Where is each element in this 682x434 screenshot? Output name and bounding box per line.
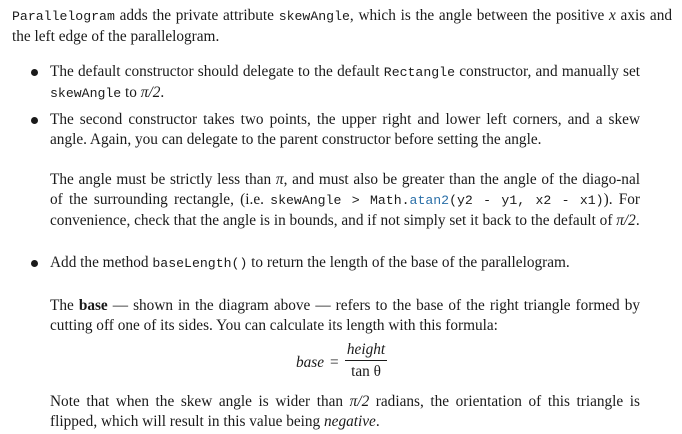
base-paragraph xyxy=(50,296,640,336)
formula-numerator: height xyxy=(346,341,386,358)
base-bold: base xyxy=(78,297,108,314)
bullet1-text-2: constructor, and manually set xyxy=(455,63,640,80)
angle-text-2: , and must also be greater than the angle of the diago-nal of the surrounding rectangle, (i.e. xyxy=(50,171,640,208)
bullet-3-text xyxy=(50,253,640,274)
angle-paragraph xyxy=(50,170,640,231)
angle-text-1: The angle must be strictly less than xyxy=(50,171,276,188)
intro-text-2: , which is the angle between the positive xyxy=(349,7,610,24)
base-length-code: baseLength() xyxy=(152,256,248,271)
class-name-code: Parallelogram xyxy=(12,9,115,24)
bullet3-text-2: to return the length of the base of the parallelogram. xyxy=(247,254,570,271)
note-paragraph xyxy=(50,392,640,432)
formula-fraction xyxy=(345,341,387,381)
negative-word: negative xyxy=(324,413,376,430)
angle-pi-half: π/2 xyxy=(616,212,636,229)
intro-text-3: axis and the left edge of the parallelogram. xyxy=(12,7,673,45)
bullet-1-dot xyxy=(31,69,38,76)
bullet-2-dot xyxy=(31,117,38,124)
formula-equals: = xyxy=(330,354,339,371)
base-formula xyxy=(296,341,416,385)
angle-code-2: (y2 - y1, x2 - x1) xyxy=(449,193,604,208)
angle-code-1: skewAngle > Math. xyxy=(270,193,410,208)
attr-name-code: skewAngle xyxy=(278,9,350,24)
x-variable: x xyxy=(609,7,616,24)
pi-half: π/2 xyxy=(140,84,161,101)
bullet-3-dot xyxy=(31,260,38,267)
bullet1-text-4: . xyxy=(160,84,165,101)
intro-text-1: adds the private attribute xyxy=(114,7,279,24)
base-text-1: The xyxy=(50,297,79,314)
note-text-2: radians, the orientation of this triangle is flipped, which will result in this value being xyxy=(50,393,640,430)
bullet-2-text: The second constructor takes two points, the upper right and lower left corners, and a skew angle. Again, you can delegate to the parent constructor before setting the angle. xyxy=(50,111,640,148)
bullet1-text-1: The default constructor should delegate to the default xyxy=(50,63,384,80)
formula-denominator: tan θ xyxy=(351,363,381,380)
bullet-1-text xyxy=(50,62,640,104)
angle-text-4: . xyxy=(635,212,640,229)
pi-symbol: π xyxy=(275,171,284,188)
intro-paragraph xyxy=(12,6,672,47)
note-pi-half: π/2 xyxy=(349,393,370,410)
formula-lhs: base xyxy=(296,354,325,371)
bullet3-text-1: Add the method xyxy=(50,254,153,271)
skew-angle-code: skewAngle xyxy=(50,86,122,101)
note-text-3: . xyxy=(375,413,380,430)
fraction-bar xyxy=(345,360,387,361)
base-text-2: — shown in the diagram above — refers to the base of the right triangle formed by cutting off one of its sides. You can calculate its length with this formula: xyxy=(50,297,640,334)
angle-text-3: ). For convenience, check that the angle is in bounds, and if not simply set it back to the default of xyxy=(50,191,640,229)
rectangle-code: Rectangle xyxy=(383,65,456,80)
atan2-code: atan2 xyxy=(409,193,450,208)
note-text-1: Note that when the skew angle is wider than xyxy=(50,393,350,410)
bullet1-text-3: to xyxy=(121,84,141,101)
